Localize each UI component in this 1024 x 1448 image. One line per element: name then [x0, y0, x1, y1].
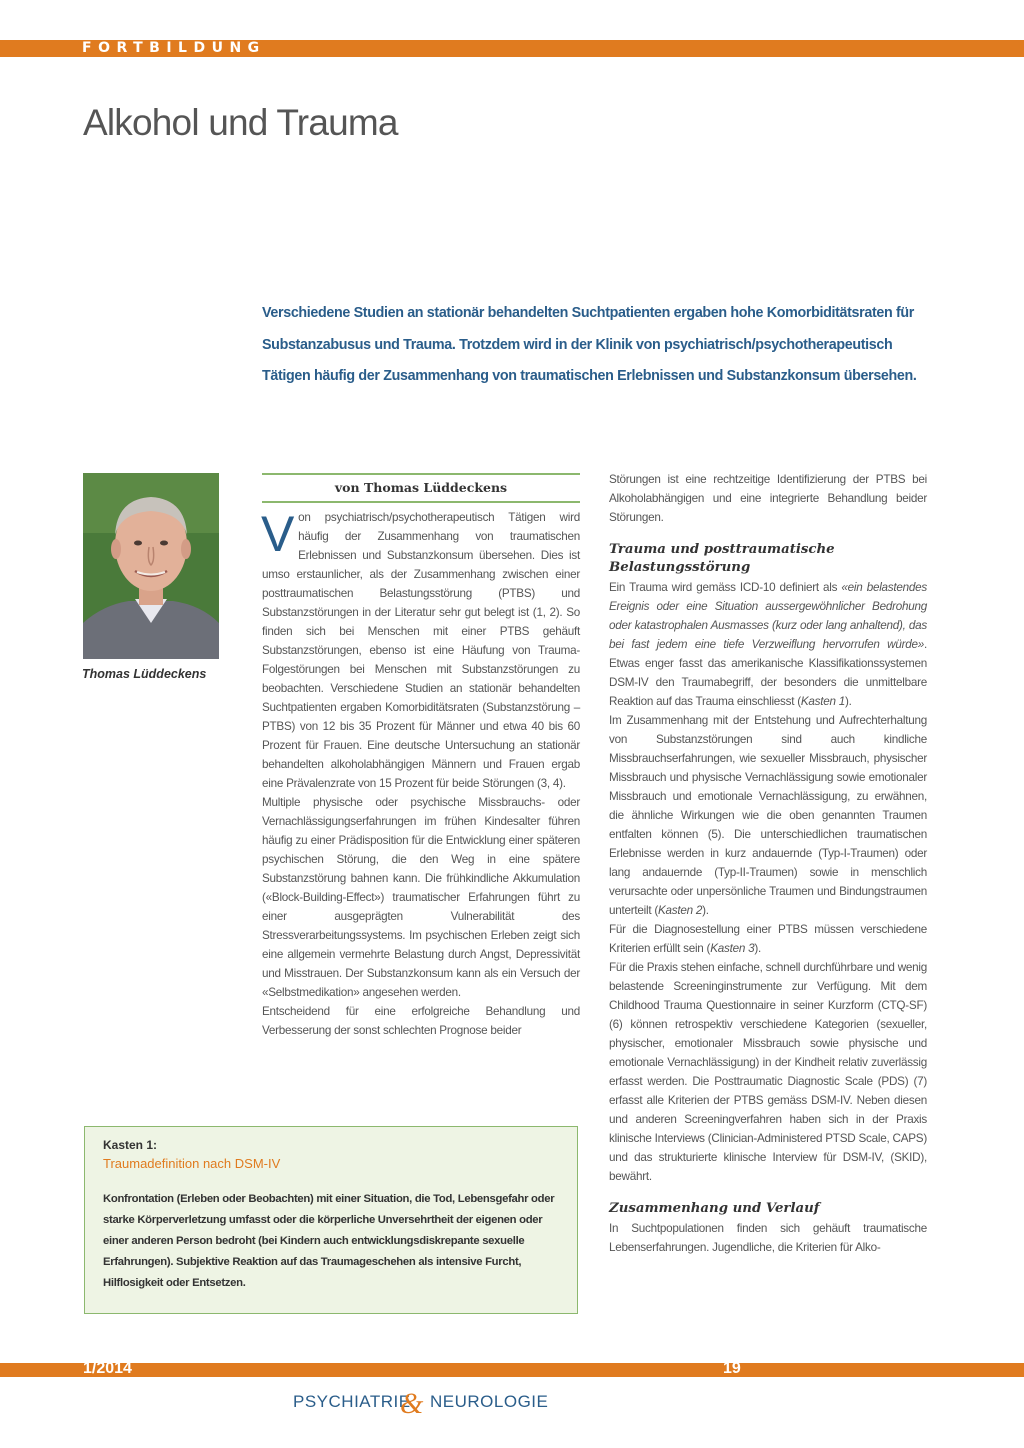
quote-text: «ein belastendes Ereignis oder eine Situation aussergewöhnlicher Bedrohung oder katastrophalen Ausmasses (kurz oder lang anhaltend), das bei fast jedem eine tiefe Verzweiflung hervorrufen würde»	[609, 581, 927, 651]
box-text: Konfrontation (Erleben oder Beobachten) mit einer Situation, die Tod, Lebensgefahr oder starke Körperverletzung umfasst oder die körperliche Unversehrtheit der eigenen oder einer anderen Person bedroht (bei Kindern auch entwicklungsdiskrepante sexuelle Erfahrungen). Subjektive Reaktion auf das Traumageschehen als intensive Furcht, Hilflosigkeit oder Entsetzen.	[103, 1193, 555, 1289]
paragraph-text: on psychiatrisch/psychotherapeutisch Tätigen wird häufig der Zusammenhang von traumatischen Erlebnissen und Substanzkonsum übersehen. Dies ist umso erstaunlicher, als der Zusammenhang zwischen einer posttraumatischen Belastungsstörung (PTBS) und Substanzstörungen in der Literatur sehr gut belegt ist (1, 2). So finden sich bei Menschen mit einer PTBS gehäuft Substanzstörungen, ebenso ist eine Häufung von Trauma-Folgestörungen bei Menschen mit Substanzstörungen zu beobachten. Verschiedene Studien an stationär behandelten Suchtpatienten ergaben Komorbiditätsraten (Substanzstörung – PTBS) von 12 bis 35 Prozent für Männer und etwa 40 bis 60 Prozent für Frauen. Eine deutsche Untersuchung an stationär behandelten alkoholabhängigen Männern und Frauen ergab eine Prävalenzrate von 15 Prozent für beide Störungen (3, 4).	[262, 511, 580, 790]
box-reference: Kasten 1	[800, 695, 846, 708]
text: Im Zusammenhang mit der Entstehung und Aufrechterhaltung von Substanzstörungen sind auch kindliche Missbrauchserfahrungen, wie sexueller Missbrauch, physischer Missbrauch und physische Vernachlässigung sowie emotionaler Missbrauch und emotionale Vernachlässigung, zu erwähnen, die ähnliche Wirkungen wie die oben genannten Traumen entfalten können (5). Die unterschiedlichen traumatischen Erlebnisse werden in kurz andauernde (Typ-I-Traumen) oder lang andauernde (Typ-II-Traumen) sowie in menschlich verursachte oder unpersönliche Traumen und Bindungstraumen unterteilt (	[609, 714, 927, 917]
byline-rule-top	[262, 473, 580, 475]
logo-right: NEUROLOGIE	[430, 1392, 549, 1411]
text: Ein Trauma wird gemäss ICD-10 definiert als	[609, 581, 842, 594]
section-label: FORTBILDUNG	[82, 40, 266, 56]
paragraph	[609, 711, 927, 920]
byline-rule-bottom	[262, 501, 580, 503]
paragraph: Störungen ist eine rechtzeitige Identifizierung der PTBS bei Alkoholabhängigen und eine integrierte Behandlung beider Störungen.	[609, 473, 927, 524]
body-column-2	[609, 470, 927, 1257]
text: . Etwas enger fasst das amerikanische Klassifikationssystemen DSM-IV den Traumabegriff, der besonders die unmittelbare Reaktion auf das Trauma einschliesst (	[609, 638, 927, 708]
box-title: Traumadefinition nach DSM-IV	[103, 1156, 281, 1171]
paragraph	[262, 508, 580, 793]
logo-left: PSYCHIATRIE	[293, 1392, 411, 1411]
subheading-trauma: Trauma und posttraumatische Belastungsstörung	[609, 542, 835, 575]
author-portrait-image	[83, 473, 219, 659]
body-column-1	[262, 508, 580, 1040]
paragraph: Für die Praxis stehen einfache, schnell durchführbare und wenig belastende Screeninginstrumente zur Verfügung. Mit dem Childhood Trauma Questionnaire in seiner Kurzform (CTQ-SF) (6) können retrospektiv verschiedene Kategorien (sexueller, physischer, emotionaler Missbrauch sowie physische und emotionale Vernachlässigung) in der Kindheit relativ zuverlässig erfasst werden. Die Posttraumatic Diagnostic Scale (PDS) (7) erfasst alle Kriterien der PTBS gemäss DSM-IV. Neben diesen und anderen Screeningverfahren haben sich in der Praxis klinische Interviews (Clinician-Administered PTSD Scale, CAPS) und das strukturierte klinische Interview für DSM-IV, (SKID), bewährt.	[609, 961, 927, 1183]
paragraph: In Suchtpopulationen finden sich gehäuft traumatische Lebenserfahrungen. Jugendliche, die Kriterien für Alko-	[609, 1222, 927, 1254]
logo-ampersand: &	[400, 1387, 424, 1420]
page-number: 19	[723, 1360, 741, 1377]
paragraph: Multiple physische oder psychische Missbrauchs- oder Vernachlässigungserfahrungen im frühen Kindesalter führen häufig zu einer Prädisposition für die Entwicklung einer späteren psychischen Störung, die den Weg in eine spätere Substanzstörung bahnen kann. Die frühkindliche Akkumulation («Block-Building-Effect») traumatischer Erfahrungen führt zu einer ausgeprägten Vulnerabilität des Stressverarbeitungssystems. Im psychischen Erleben zeigt sich eine allgemein vermehrte Belastung durch Angst, Depressivität und Misstrauen. Der Substanzkonsum kann als ein Versuch der «Selbstmedikation» angesehen werden.	[262, 796, 580, 999]
article-lead: Verschiedene Studien an stationär behandelten Suchtpatienten ergaben hohe Komorbiditätsraten für Substanzabusus und Trauma. Trotzdem wird in der Klinik von psychiatrisch/psychotherapeutisch Tätigen häufig der Zusammenhang von traumatischen Erlebnissen und Substanzkonsum übersehen.	[262, 305, 917, 384]
author-photo	[83, 473, 219, 659]
text: ).	[845, 695, 852, 708]
drop-cap: V	[261, 506, 295, 562]
text: Für die Diagnosestellung einer PTBS müssen verschiedene Kriterien erfüllt sein (	[609, 923, 927, 955]
paragraph	[609, 920, 927, 958]
text: ).	[754, 942, 761, 955]
footer-bar	[0, 1363, 1024, 1377]
subheading-verlauf: Zusammenhang und Verlauf	[609, 1201, 820, 1216]
journal-logo	[255, 1377, 555, 1422]
issue-number: 1/2014	[83, 1360, 132, 1377]
photo-caption: Thomas Lüddeckens	[82, 667, 207, 681]
paragraph	[609, 578, 927, 711]
box-label: Kasten 1:	[103, 1138, 158, 1152]
paragraph: Entscheidend für eine erfolgreiche Behandlung und Verbesserung der sonst schlechten Prognose beider	[262, 1005, 580, 1037]
info-box-kasten-1	[84, 1126, 578, 1314]
text: ).	[702, 904, 709, 917]
box-reference: Kasten 3	[710, 942, 755, 955]
article-title: Alkohol und Trauma	[83, 102, 398, 143]
box-reference: Kasten 2	[657, 904, 703, 917]
byline: von Thomas Lüddeckens	[334, 480, 508, 495]
